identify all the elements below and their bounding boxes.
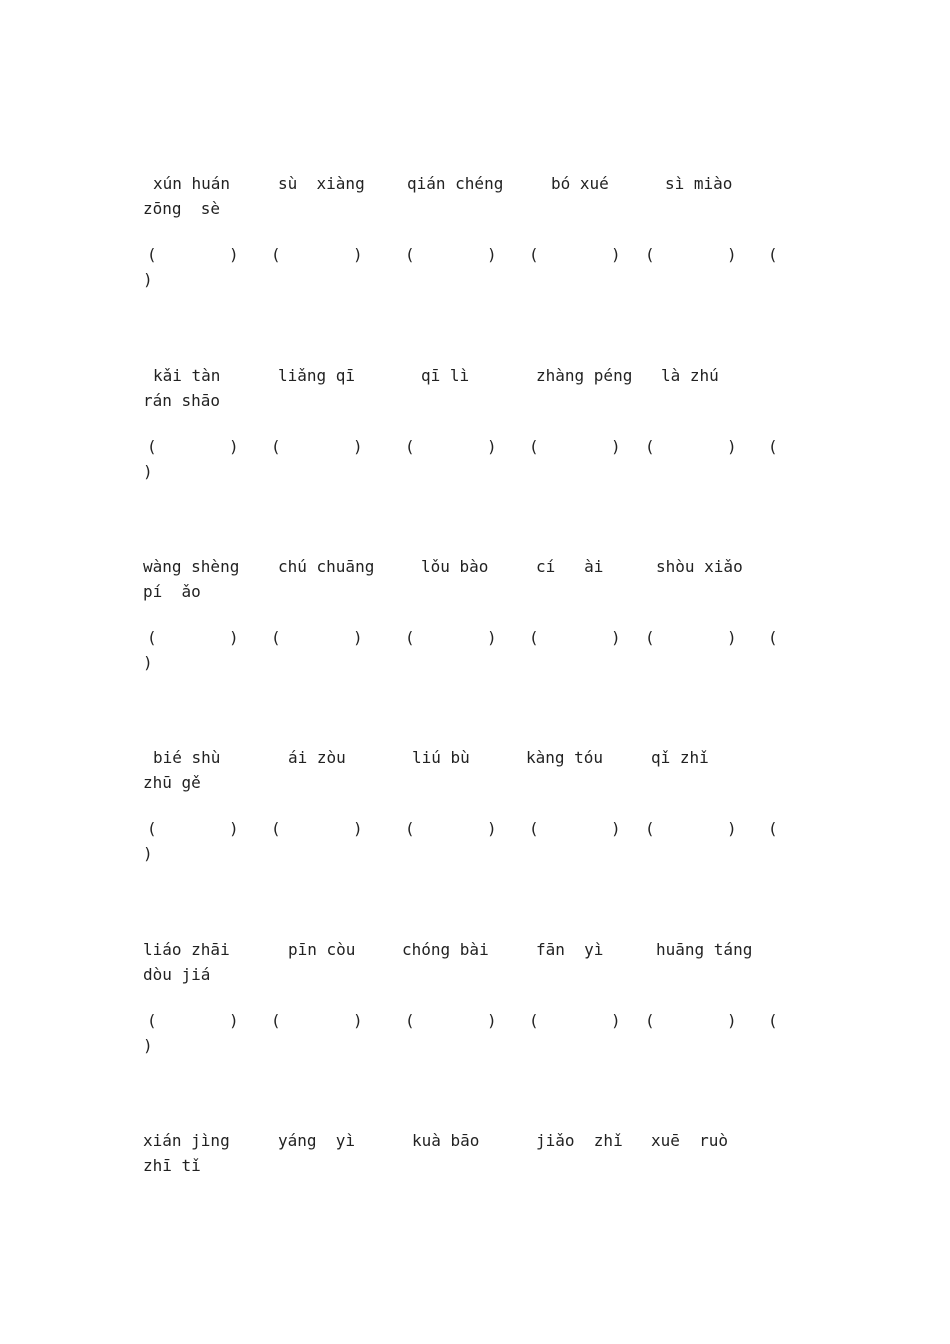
pinyin-word: liáo zhāi <box>143 940 230 959</box>
pinyin-row-6 <box>143 1129 843 1175</box>
pinyin-word: cí ài <box>536 557 604 576</box>
pinyin-word: zhī tǐ <box>143 1156 201 1175</box>
answer-paren-close: ) <box>353 628 363 647</box>
pinyin-row-5 <box>143 938 843 984</box>
answer-paren-close: ) <box>487 819 497 838</box>
answer-paren-close: ) <box>229 819 239 838</box>
answer-paren-open: ( <box>529 628 539 647</box>
pinyin-word: zhū gě <box>143 773 201 792</box>
pinyin-word: chú chuāng <box>278 557 375 576</box>
pinyin-word: kàng tóu <box>526 748 604 767</box>
answer-paren-open: ( <box>645 628 655 647</box>
answer-paren-open: ( <box>271 245 281 264</box>
pinyin-word: zhàng péng <box>536 366 633 385</box>
pinyin-word: xún huán <box>153 174 231 193</box>
answer-paren-close: ) <box>143 653 153 672</box>
answer-paren-open: ( <box>768 1011 778 1030</box>
pinyin-word: xuē ruò <box>651 1131 729 1150</box>
answer-paren-close: ) <box>487 628 497 647</box>
pinyin-word: pīn còu <box>288 940 356 959</box>
pinyin-word: dòu jiá <box>143 965 211 984</box>
answer-paren-open: ( <box>405 1011 415 1030</box>
answer-paren-open: ( <box>529 245 539 264</box>
answer-paren-close: ) <box>229 1011 239 1030</box>
answer-paren-open: ( <box>645 819 655 838</box>
answer-paren-close: ) <box>143 844 153 863</box>
answer-paren-open: ( <box>768 245 778 264</box>
answer-paren-close: ) <box>487 245 497 264</box>
answer-paren-open: ( <box>405 819 415 838</box>
answer-paren-close: ) <box>353 819 363 838</box>
pinyin-word: jiǎo zhǐ <box>536 1131 623 1150</box>
answer-paren-open: ( <box>147 1011 157 1030</box>
answer-paren-close: ) <box>143 270 153 289</box>
pinyin-word: yáng yì <box>278 1131 356 1150</box>
pinyin-word: huāng táng <box>656 940 753 959</box>
pinyin-word: qián chéng <box>407 174 504 193</box>
answer-paren-open: ( <box>645 437 655 456</box>
answer-paren-open: ( <box>529 819 539 838</box>
answer-paren-close: ) <box>611 628 621 647</box>
answer-paren-close: ) <box>229 628 239 647</box>
pinyin-word: sì miào <box>665 174 733 193</box>
pinyin-word: chóng bài <box>402 940 489 959</box>
answer-paren-open: ( <box>271 819 281 838</box>
pinyin-word: là zhú <box>661 366 719 385</box>
pinyin-word: lǒu bào <box>421 557 489 576</box>
pinyin-word: liú bù <box>412 748 470 767</box>
answer-paren-close: ) <box>727 437 737 456</box>
answer-row-1 <box>143 243 843 289</box>
answer-row-4 <box>143 817 843 863</box>
answer-paren-open: ( <box>768 437 778 456</box>
answer-paren-open: ( <box>768 819 778 838</box>
answer-paren-open: ( <box>147 628 157 647</box>
pinyin-row-4 <box>143 746 843 792</box>
pinyin-word: pí ǎo <box>143 582 201 601</box>
answer-row-5 <box>143 1009 843 1055</box>
answer-paren-close: ) <box>727 1011 737 1030</box>
pinyin-word: qī lì <box>421 366 470 385</box>
answer-row-2 <box>143 435 843 481</box>
pinyin-row-2 <box>143 364 843 410</box>
pinyin-row-1 <box>143 172 843 218</box>
pinyin-word: qǐ zhǐ <box>651 748 709 767</box>
answer-paren-close: ) <box>611 437 621 456</box>
pinyin-word: bó xué <box>551 174 609 193</box>
answer-paren-open: ( <box>645 245 655 264</box>
answer-paren-open: ( <box>529 1011 539 1030</box>
answer-paren-open: ( <box>405 245 415 264</box>
answer-paren-close: ) <box>727 245 737 264</box>
answer-paren-close: ) <box>353 245 363 264</box>
pinyin-word: wàng shèng <box>143 557 240 576</box>
pinyin-word: zōng sè <box>143 199 221 218</box>
answer-paren-open: ( <box>147 437 157 456</box>
pinyin-word: liǎng qī <box>278 366 356 385</box>
answer-paren-close: ) <box>727 628 737 647</box>
pinyin-word: xián jìng <box>143 1131 230 1150</box>
answer-paren-open: ( <box>271 628 281 647</box>
answer-paren-open: ( <box>147 819 157 838</box>
answer-paren-close: ) <box>611 245 621 264</box>
answer-paren-close: ) <box>611 1011 621 1030</box>
pinyin-word: bié shù <box>153 748 221 767</box>
pinyin-row-3 <box>143 555 843 601</box>
pinyin-word: shòu xiǎo <box>656 557 743 576</box>
answer-paren-close: ) <box>229 437 239 456</box>
pinyin-word: kǎi tàn <box>153 366 221 385</box>
answer-paren-close: ) <box>143 462 153 481</box>
pinyin-word: fān yì <box>536 940 604 959</box>
answer-row-3 <box>143 626 843 672</box>
answer-paren-close: ) <box>353 437 363 456</box>
answer-paren-close: ) <box>611 819 621 838</box>
answer-paren-open: ( <box>645 1011 655 1030</box>
pinyin-word: kuà bāo <box>412 1131 480 1150</box>
answer-paren-open: ( <box>768 628 778 647</box>
pinyin-word: ái zòu <box>288 748 346 767</box>
answer-paren-open: ( <box>271 437 281 456</box>
answer-paren-close: ) <box>487 1011 497 1030</box>
answer-paren-open: ( <box>271 1011 281 1030</box>
answer-paren-open: ( <box>147 245 157 264</box>
answer-paren-open: ( <box>405 628 415 647</box>
answer-paren-close: ) <box>143 1036 153 1055</box>
pinyin-word: sù xiàng <box>278 174 365 193</box>
answer-paren-close: ) <box>727 819 737 838</box>
answer-paren-close: ) <box>353 1011 363 1030</box>
pinyin-word: rán shāo <box>143 391 221 410</box>
answer-paren-close: ) <box>229 245 239 264</box>
answer-paren-close: ) <box>487 437 497 456</box>
answer-paren-open: ( <box>405 437 415 456</box>
answer-paren-open: ( <box>529 437 539 456</box>
